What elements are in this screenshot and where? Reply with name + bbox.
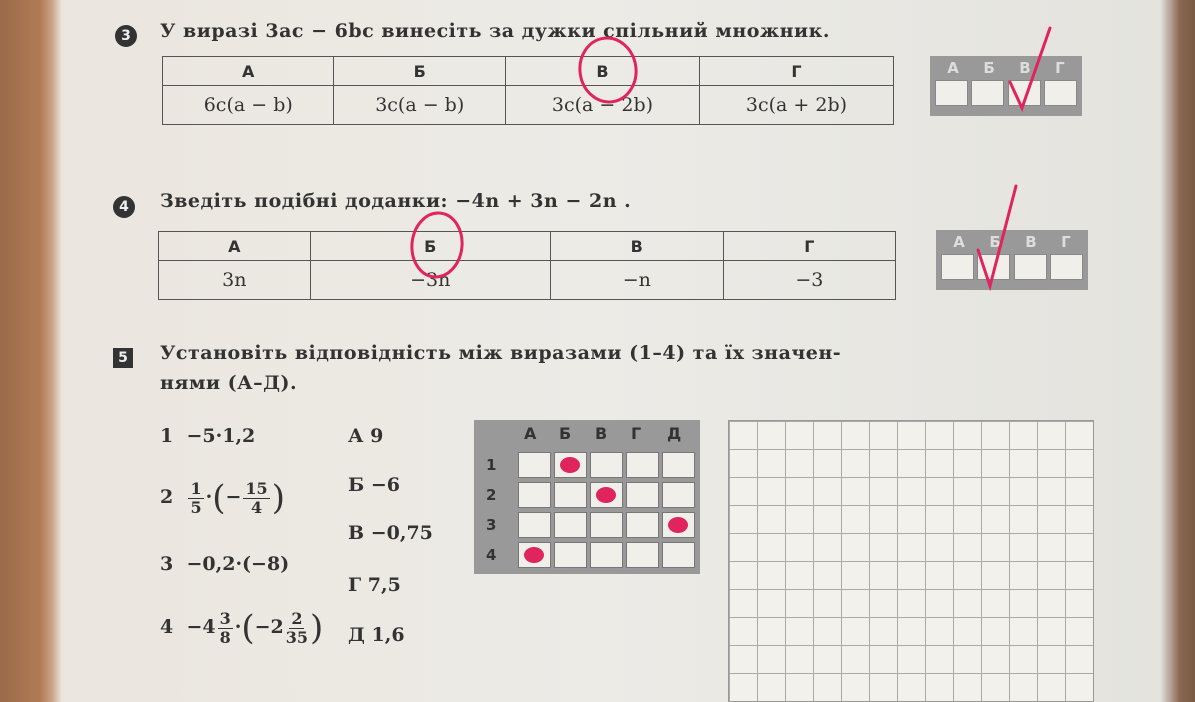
answer-letter: Б [983, 59, 995, 77]
fraction: $\frac{3}{8}$ [219, 608, 231, 647]
question-4-text: Зведіть подібні доданки: −4n + 3n − 2n . [160, 190, 632, 212]
option-header: А [163, 57, 334, 86]
value-g: Г 7,5 [348, 574, 401, 596]
value-a: А 9 [348, 425, 384, 447]
grid-col-header: Б [559, 424, 572, 443]
option-value: 3c(a − 2b) [505, 86, 699, 125]
option-header: А [159, 232, 311, 261]
expression-text: −0,2·(−8) [186, 553, 290, 575]
grid-col-header: В [595, 424, 608, 443]
circle-mark [576, 34, 640, 105]
grid-row-header: 1 [486, 456, 497, 474]
expression-number: 3 [160, 553, 174, 575]
answer-letter: Г [1061, 233, 1071, 251]
check-mark-icon [978, 186, 1016, 286]
grid-col-header: Г [631, 424, 642, 443]
option-header: В [505, 57, 699, 86]
grid-row-header: 3 [486, 516, 497, 534]
option-value: −n [550, 261, 723, 300]
option-header: Г [723, 232, 895, 261]
answer-letter: В [1019, 59, 1031, 77]
option-header: Б [334, 57, 505, 86]
fraction: $\frac{1}{5}$ [190, 478, 202, 517]
question-3-text: У виразі 3ac − 6bc винесіть за дужки спільний множник. [160, 20, 830, 42]
fraction: $\frac{15}{4}$ [245, 478, 268, 517]
answer-letter: Г [1055, 59, 1065, 77]
value-v: В −0,75 [348, 522, 433, 544]
option-value: 3c(a + 2b) [699, 86, 893, 125]
question-number-badge: 4 [113, 196, 135, 218]
option-value: 6c(a − b) [163, 86, 334, 125]
option-value: −3n [310, 261, 550, 300]
option-value: −3 [723, 261, 895, 300]
grid-row-header: 2 [486, 486, 497, 504]
value-d: Д 1,6 [348, 624, 405, 646]
answer-letter: А [953, 233, 965, 251]
question-number-badge: 3 [115, 25, 137, 47]
grid-col-header: А [524, 424, 537, 443]
expression-2: 2 $\frac{1}{5}$ ·(− $\frac{15}{4}$ ) [160, 478, 285, 518]
grid-row-header: 4 [486, 546, 497, 564]
answer-letter: А [947, 59, 959, 77]
value-b: Б −6 [348, 474, 401, 496]
answer-letter: Б [989, 233, 1001, 251]
circle-mark [409, 211, 465, 280]
expression-4: 4 −4 $\frac{3}{8}$ ·(−2 $\frac{2}{35}$ ) [160, 608, 324, 648]
grid-col-header: Д [667, 424, 682, 443]
option-value: 3c(a − b) [334, 86, 505, 125]
option-value: 3n [159, 261, 311, 300]
answer-letter: В [1025, 233, 1037, 251]
check-mark-icon [1010, 28, 1050, 108]
option-header: Г [699, 57, 893, 86]
expression-number: 4 [160, 616, 174, 638]
option-header: Б [310, 232, 550, 261]
option-header: В [550, 232, 723, 261]
expression-number: 2 [160, 486, 174, 508]
expression-text: −5·1,2 [186, 425, 256, 447]
question-number-badge: 5 [113, 348, 133, 368]
fraction: $\frac{2}{35}$ [285, 608, 309, 647]
expression-number: 1 [160, 425, 174, 447]
question-5-text-line1: Установіть відповідність між виразами (1–4) та їх значен- [160, 342, 842, 364]
question-5-text-line2: нями (А–Д). [160, 372, 298, 394]
